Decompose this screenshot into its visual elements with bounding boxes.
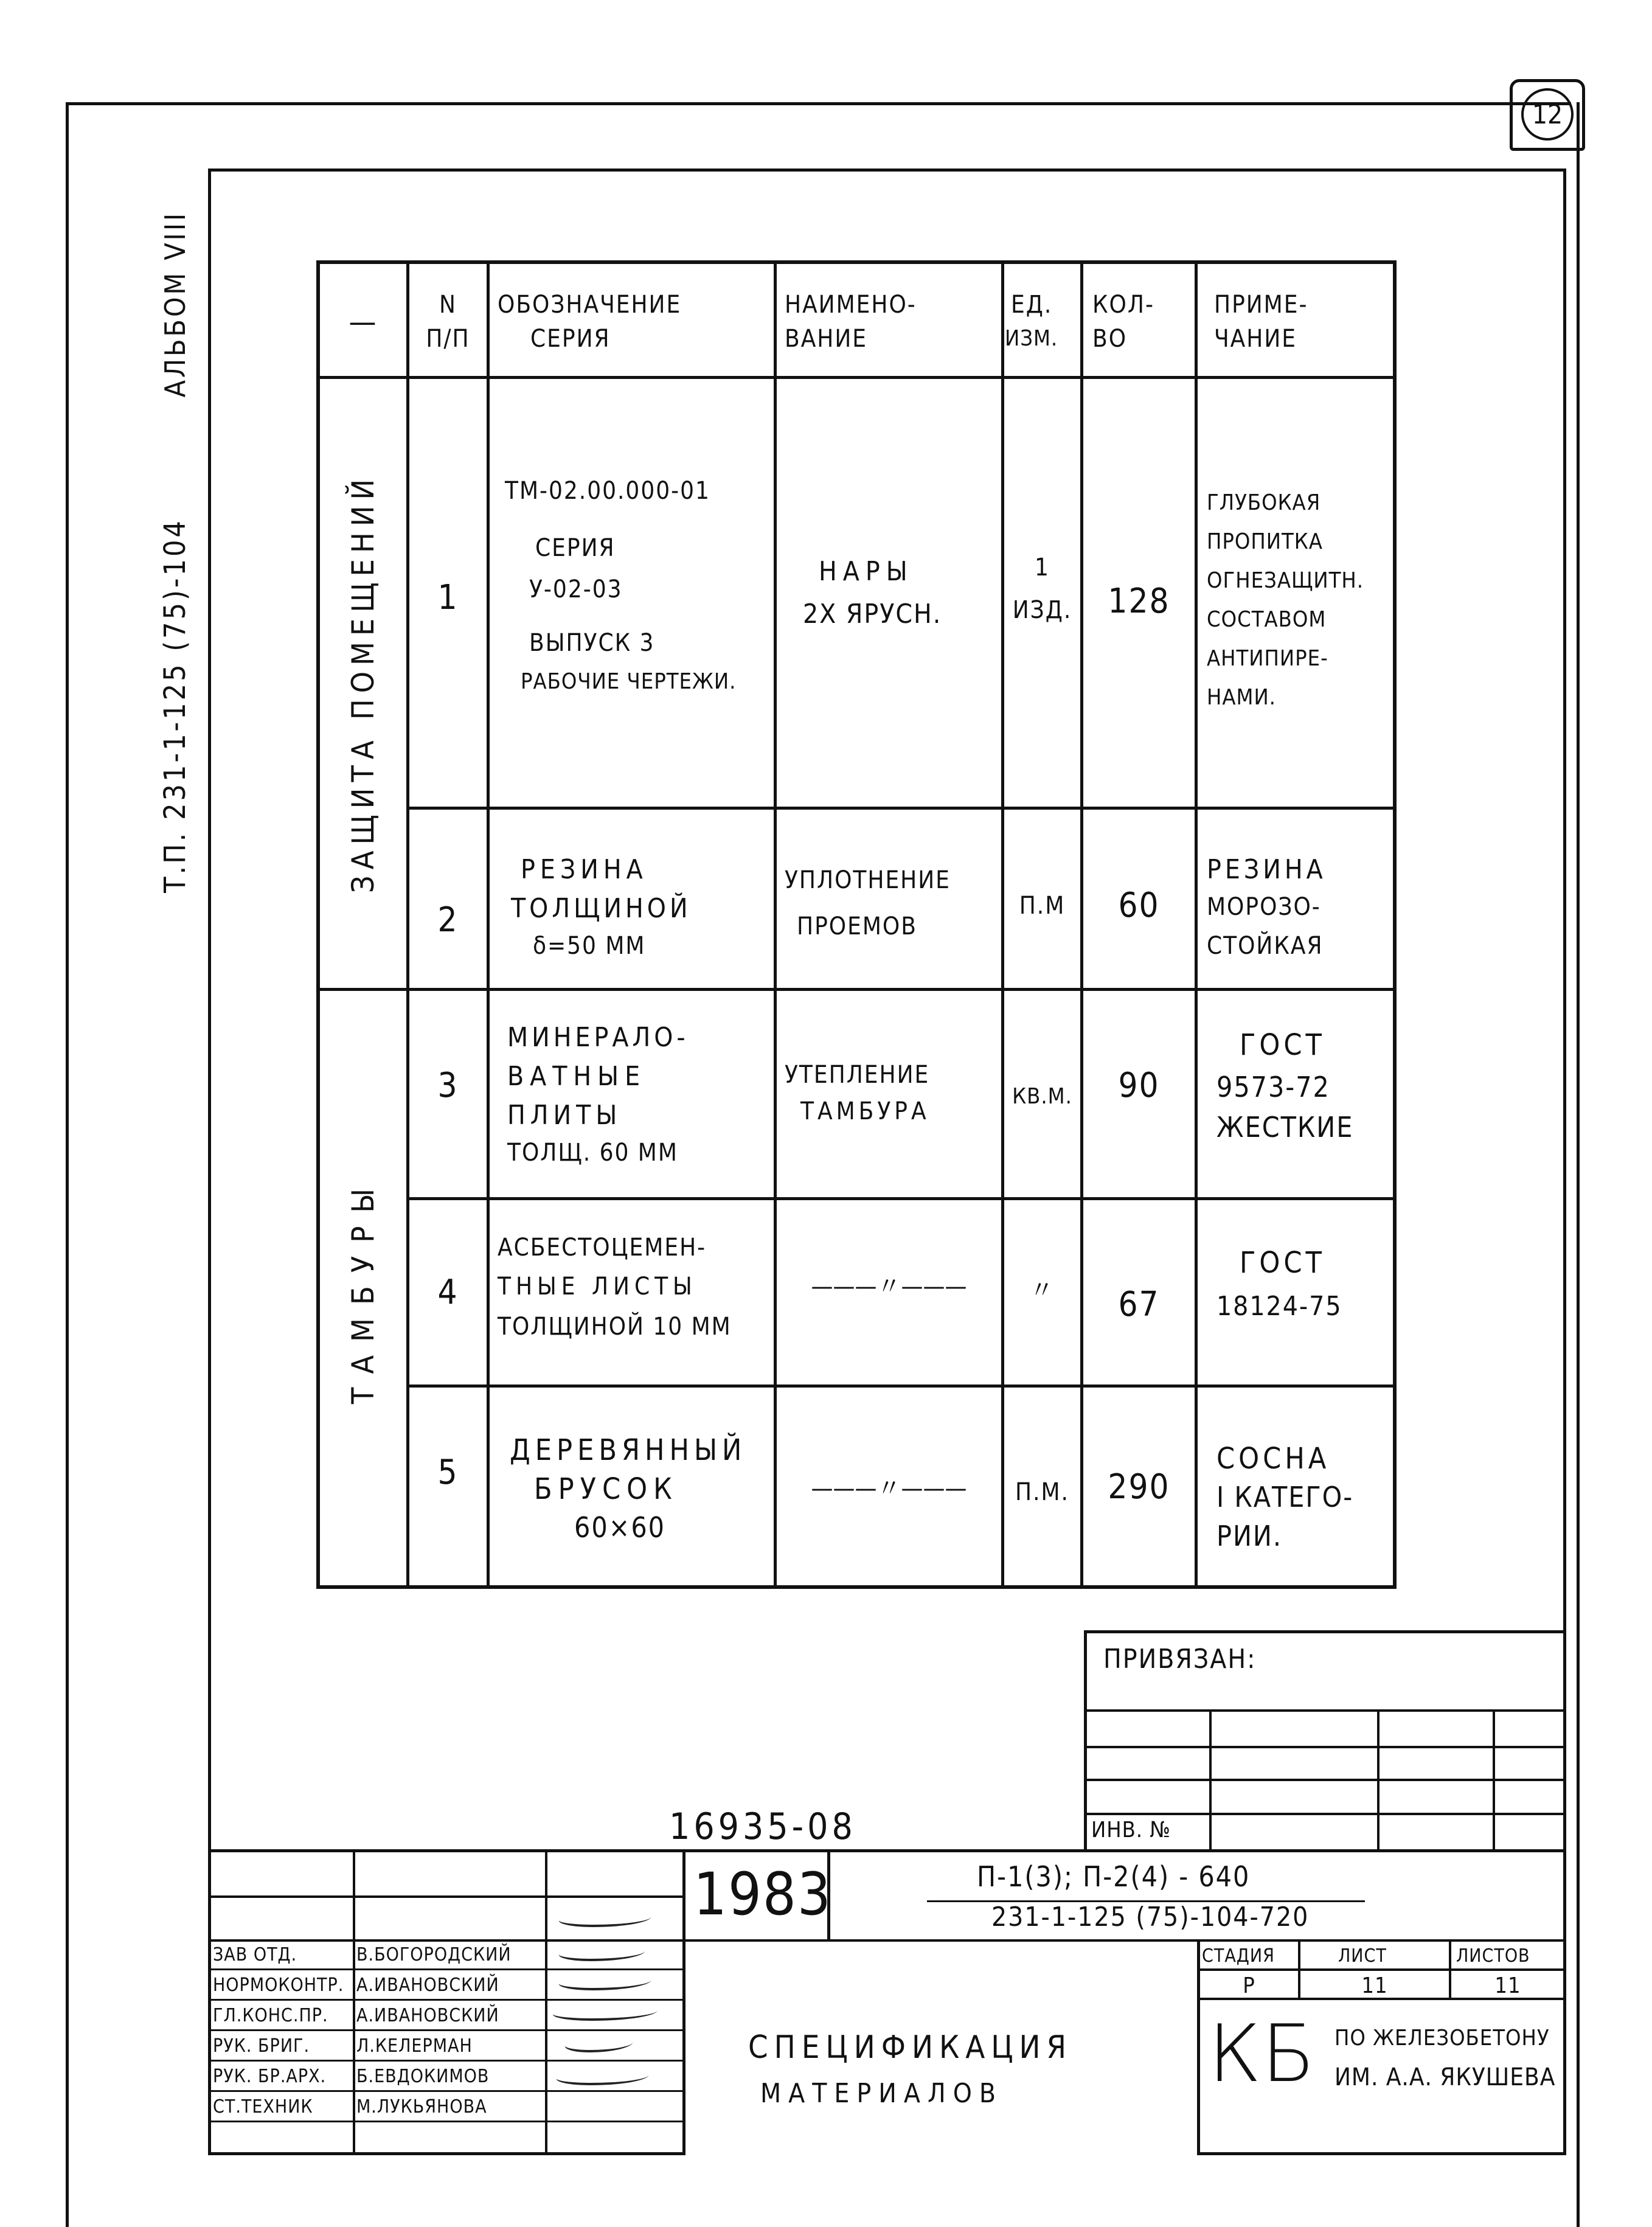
header-qty-1: КОЛ- [1092,291,1154,319]
sheet-value: 11 [1361,1973,1388,1998]
header-group: — [349,304,378,339]
signature [563,2035,636,2052]
row-qty: 290 [1108,1467,1170,1507]
header-note-2: ЧАНИЕ [1214,325,1297,353]
group-label-vestibules: ТАМБУРЫ [345,1175,381,1405]
outer-frame-right [1577,102,1580,2227]
outer-frame-left [66,102,69,2227]
signature [557,1944,648,1961]
row-num: 5 [437,1453,459,1492]
header-designation-2: СЕРИЯ [530,325,611,353]
staff-name: В.БОГОРОДСКИЙ [356,1944,512,1965]
staff-name: Б.ЕВДОКИМОВ [356,2066,490,2087]
row-qty: 128 [1108,582,1170,621]
row-num: 2 [437,900,459,940]
inner-frame-top [208,169,1566,172]
stage-header: СТАДИЯ [1202,1945,1275,1967]
document-title-line2: МАТЕРИАЛОВ [760,2078,1004,2109]
outer-frame-top [66,102,1571,105]
staff-role: НОРМОКОНТР. [213,1975,344,1996]
staff-role: ГЛ.КОНС.ПР. [213,2005,328,2026]
org-name-line1: ПО ЖЕЛЕЗОБЕТОНУ [1334,2026,1550,2051]
staff-role: ЗАВ ОТД. [213,1944,297,1965]
org-name-line2: ИМ. А.А. ЯКУШЕВА [1334,2063,1556,2091]
staff-role: РУК. БР.АРХ. [213,2066,327,2087]
row-qty: 60 [1118,886,1160,925]
project-year: 1983 [693,1860,832,1928]
inventory-number-label: ИНВ. № [1091,1818,1171,1843]
row-num: 4 [437,1273,459,1312]
signature [557,1973,654,1990]
signature [550,2004,660,2021]
header-name-2: ВАНИЕ [785,325,868,353]
binding-label: ПРИВЯЗАН: [1103,1644,1257,1675]
row-num: 3 [437,1066,459,1105]
sheet-header: ЛИСТ [1338,1945,1387,1967]
staff-name: А.ИВАНОВСКИЙ [356,2005,499,2026]
page-number: 12 [1532,99,1563,130]
header-num-2: П/П [426,325,470,353]
sheets-value: 11 [1494,1973,1521,1998]
staff-role: СТ.ТЕХНИК [213,2096,313,2118]
header-num-1: N [439,291,457,319]
project-code-line1: П-1(3); П-2(4) - 640 [977,1860,1251,1893]
org-logo: КБ [1208,2007,1316,2100]
inner-frame-bottom [208,2152,682,2155]
header-name-1: НАИМЕНО- [785,291,917,319]
side-album-label: АЛЬБОМ VIII [159,210,192,398]
header-note-1: ПРИМЕ- [1214,291,1308,319]
header-unit-2: ИЗМ. [1005,326,1058,351]
header-designation-1: ОБОЗНАЧЕНИЕ [498,291,682,319]
side-project-code: Т.П. 231-1-125 (75)-104 [158,518,192,893]
project-code-line2: 231-1-125 (75)-104-720 [991,1902,1310,1933]
stage-value: Р [1243,1973,1255,1998]
document-number: 16935-08 [669,1805,856,1848]
inner-frame-right [1563,169,1566,2155]
group-label-protection: ЗАЩИТА ПОМЕЩЕНИЙ [345,473,381,894]
row-qty: 90 [1118,1066,1160,1105]
row-qty: 67 [1118,1285,1160,1324]
staff-name: Л.КЕЛЕРМАН [356,2035,473,2057]
staff-name: А.ИВАНОВСКИЙ [356,1975,499,1996]
signature [554,2068,651,2085]
page-number-box [1510,79,1585,151]
header-qty-2: ВО [1092,325,1128,353]
inner-frame-left [208,169,211,2155]
staff-name: М.ЛУКЬЯНОВА [356,2096,487,2118]
row-num: 1 [437,578,459,617]
header-unit-1: ЕД. [1011,291,1053,319]
document-title-line1: СПЕЦИФИКАЦИЯ [748,2029,1073,2066]
staff-role: РУК. БРИГ. [213,2035,310,2057]
sheets-header: ЛИСТОВ [1456,1945,1530,1967]
signature [557,1910,654,1927]
